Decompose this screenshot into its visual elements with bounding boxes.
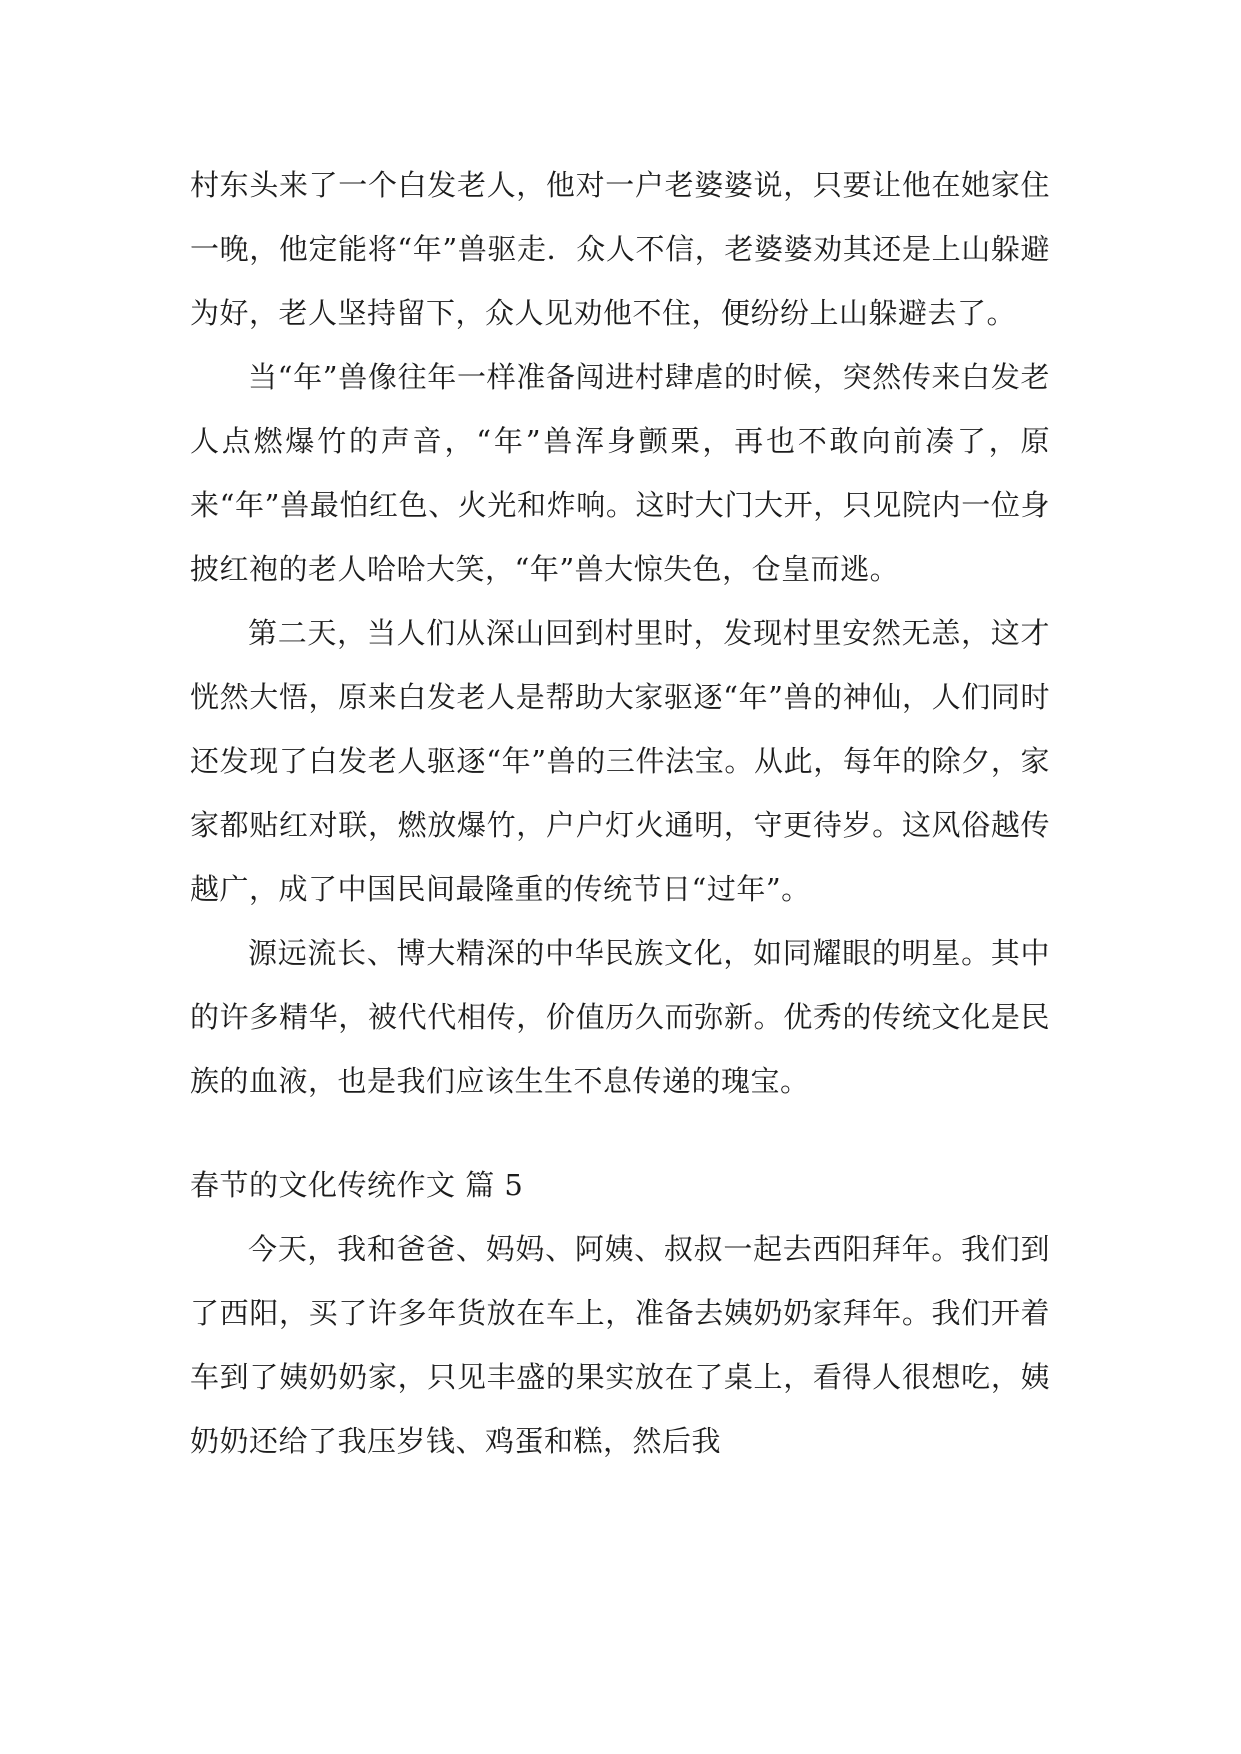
section-heading: 春节的文化传统作文 篇 5 [190, 1168, 524, 1202]
paragraph-1: 村东头来了一个白发老人，他对一户老婆婆说，只要让他在她家住一晚，他定能将“年”兽驱走．众人不信，老婆婆劝其还是上山躲避为好，老人坚持留下，众人见劝他不住，便纷纷上山躲避去了。 [190, 168, 1050, 330]
paragraph-2: 当“年”兽像往年一样准备闯进村肆虐的时候，突然传来白发老人点燃爆竹的声音，“年”兽浑身颤栗，再也不敢向前凑了，原来“年”兽最怕红色、火光和炸响。这时大门大开，只见院内一位身披红袍的老人哈哈大笑，“年”兽大惊失色，仓皇而逃。 [190, 360, 1050, 586]
paragraph-3: 第二天，当人们从深山回到村里时，发现村里安然无恙，这才恍然大悟，原来白发老人是帮助大家驱逐“年”兽的神仙，人们同时还发现了白发老人驱逐“年”兽的三件法宝。从此，每年的除夕，家家都贴红对联，燃放爆竹，户户灯火通明，守更待岁。这风俗越传越广，成了中国民间最隆重的传统节日“过年”。 [190, 616, 1050, 906]
paragraph-4: 源远流长、博大精深的中华民族文化，如同耀眼的明星。其中的许多精华，被代代相传，价值历久而弥新。优秀的传统文化是民族的血液，也是我们应该生生不息传递的瑰宝。 [190, 936, 1050, 1098]
document-body [190, 153, 1050, 1473]
section-spacer [190, 1113, 1050, 1153]
section-paragraph-1: 今天，我和爸爸、妈妈、阿姨、叔叔一起去西阳拜年。我们到了西阳，买了许多年货放在车上，准备去姨奶奶家拜年。我们开着车到了姨奶奶家，只见丰盛的果实放在了桌上，看得人很想吃，姨奶奶还给了我压岁钱、鸡蛋和糕，然后我 [190, 1232, 1050, 1458]
